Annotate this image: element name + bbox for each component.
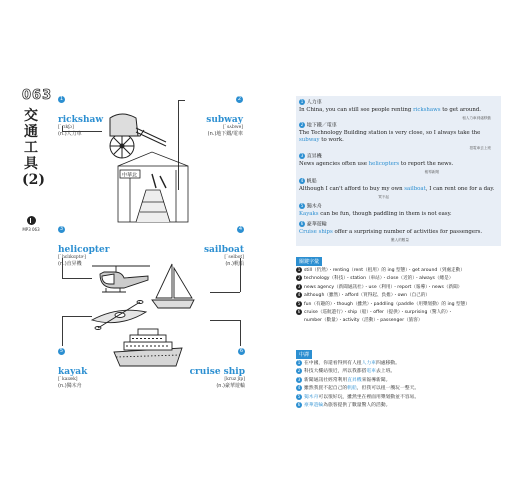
audio-track[interactable] (22, 216, 40, 232)
sentence-note: 租人力車到處移動 (462, 116, 491, 120)
translation-item (296, 377, 501, 385)
translation-text: 雖然我買不起自己的 (304, 386, 348, 392)
word-ipa: [ˋrɪkʃɔ] (58, 125, 74, 130)
word-number: 1 (59, 96, 64, 102)
translation-item (296, 402, 501, 410)
word-number: 5 (59, 348, 64, 354)
vocab-number: 5 (297, 300, 301, 306)
translation-text: 可以很好玩，雖然坐在裡面用槳划動並不容易。 (318, 394, 420, 400)
word-cruise-ship (183, 348, 245, 389)
translation-text: 新聞通訊社經常利用 (304, 377, 348, 383)
sentence-chinese-label: 直昇機 (306, 153, 322, 160)
word-number: 3 (59, 226, 64, 232)
word-sailboat (192, 226, 244, 267)
vocab-section-tag: 關鍵字彙 (296, 257, 322, 266)
word-chinese: (n.)地下鐵/電車 (207, 131, 243, 137)
connector-line (210, 292, 240, 293)
translation-keyword: 電車 (366, 369, 376, 375)
sentence-keyword: sailboat (404, 185, 426, 192)
word-subway (183, 96, 243, 137)
lesson-number: 063 (22, 88, 53, 103)
translation-number: 1 (297, 360, 301, 365)
sentence-chinese-label: 獨木舟 (306, 203, 322, 210)
sentence-number: 1 (300, 99, 304, 104)
word-chinese: (n.)直昇機 (58, 261, 82, 267)
vocab-text: still（仍然）・renting（rent（租用）的 ing 型態）・get around（到處走動） (304, 268, 465, 273)
sentence-number: 5 (300, 203, 304, 208)
vocab-text: number（數量）・activity（活動）・passenger（旅客） (304, 318, 423, 324)
sentence-text: , I can rent one for a day. (425, 185, 495, 192)
word-english: helicopter (58, 245, 110, 255)
translation-keyword: 帆船 (347, 386, 357, 392)
connector-line (240, 258, 241, 292)
helicopter-illustration (90, 262, 152, 296)
vocab-item (296, 275, 501, 283)
sentence-chinese-label: 人力車 (306, 99, 322, 106)
translation-text: ，但我可以租一艘玩一整天。 (356, 386, 420, 392)
word-ipa: [ˋselbot] (224, 255, 244, 260)
translation-number: 3 (297, 376, 301, 382)
connector-line (62, 316, 63, 346)
translation-number: 5 (297, 393, 301, 399)
subway-illustration (116, 150, 190, 224)
translation-text: 科技大樓站很近，所以我都搭 (304, 369, 367, 375)
translation-text: 來報導新聞。 (361, 377, 391, 383)
sentence-number: 3 (300, 153, 304, 158)
sentence-text: offer a surprising number of activities for passengers. (332, 228, 483, 235)
word-number: 2 (237, 96, 242, 102)
sentence-note: 報導新聞 (424, 170, 439, 174)
sentence-note: 驚人的數量 (391, 238, 409, 242)
word-ipa: [ˋkaɪæk] (58, 377, 78, 382)
sentence-note: 買不起 (378, 195, 389, 199)
translation-text: 在中國，你還看得到有人租 (304, 361, 362, 366)
word-ipa: [kruz ʃɪp] (224, 377, 245, 382)
example-sentence (299, 153, 499, 174)
sentence-text: to report the news. (399, 160, 454, 167)
connector-line (62, 316, 92, 317)
vocab-number: 3 (297, 283, 301, 289)
word-chinese: (n.)獨木舟 (58, 383, 82, 389)
sentence-keyword: subway (299, 136, 320, 143)
connector-line (178, 100, 185, 101)
vocab-item (296, 284, 501, 292)
connector-line (62, 131, 102, 132)
sentence-text: to work. (319, 136, 344, 143)
word-ipa: [ˋsʌbwe] (222, 125, 243, 130)
example-sentence (299, 178, 499, 199)
sentence-chinese-label: 帆船 (306, 178, 317, 185)
word-number: 4 (238, 226, 243, 232)
translation-section-tag: 中譯 (296, 350, 312, 359)
word-english: sailboat (203, 245, 244, 255)
word-english: kayak (58, 367, 88, 377)
vocab-item (296, 301, 501, 309)
sentence-number: 4 (300, 178, 304, 183)
vocab-item (296, 292, 501, 300)
vocab-number: 2 (297, 275, 301, 281)
sentence-text: The Technology Building station is very close, so I always take the (299, 129, 481, 136)
word-helicopter (58, 226, 118, 267)
translation-text: 去上班。 (375, 369, 396, 375)
translation-item (296, 394, 501, 402)
vocab-text: fun（有趣的）・though（雖然）・paddling（paddle（用槳划動）的 ing 型態） (304, 301, 470, 307)
sentence-chinese-label: 豪華遊輪 (306, 221, 327, 228)
vocab-item (296, 317, 501, 325)
vocab-text: cruise（巡航遊行）・ship（船）・offer（提供）・surprising（驚人的）・ (304, 310, 453, 316)
station-sign: 中華北 (122, 172, 138, 179)
translation-item (296, 385, 501, 393)
vocab-text: news agency（新聞通訊社）・use（利用）・report（報導）・news（新聞） (304, 284, 463, 290)
sentence-number: 6 (300, 221, 304, 226)
word-ipa: [ˋhɛlɪkɑptɚ] (58, 255, 86, 260)
audio-icon[interactable] (27, 216, 36, 225)
connector-line (62, 278, 92, 279)
sentence-keyword: rickshaws (413, 106, 441, 113)
sentence-number: 2 (300, 122, 304, 127)
connector-line (240, 320, 241, 346)
word-kayak (58, 348, 108, 389)
translation-text: 為旅客提供了數量驚人的活動。 (323, 403, 391, 409)
audio-label: MP3 063 (22, 227, 40, 232)
translation-keyword: 豪華遊輪 (304, 403, 324, 409)
example-sentence (299, 99, 499, 120)
word-chinese: (n.)人力車 (58, 131, 82, 137)
sentence-keyword: Cruise ships (299, 228, 333, 235)
word-number: 6 (239, 348, 244, 354)
sentence-keyword: helicopters (368, 160, 400, 167)
connector-line (62, 258, 63, 278)
sentence-text: News agencies often use (299, 160, 369, 167)
translation-item (296, 368, 501, 376)
translation-number: 2 (297, 368, 301, 374)
vocab-item (296, 267, 501, 275)
vocab-text: although（雖然）・afford（買得起、負擔）・own（自己的） (304, 293, 431, 299)
vocab-number: 1 (297, 267, 301, 272)
sentence-chinese-label: 地下鐵／電車 (306, 122, 337, 129)
word-chinese: (n.)豪華遊輪 (216, 383, 245, 389)
word-chinese: (n.)帆船 (225, 261, 244, 267)
word-english: rickshaw (58, 115, 104, 125)
word-english: cruise ship (189, 367, 245, 377)
sentence-text: to get around. (440, 106, 481, 113)
word-english: subway (206, 115, 243, 125)
translation-keyword: 人力車 (361, 361, 376, 366)
sentence-note: 搭電車去上班 (469, 146, 491, 150)
vocab-number: 4 (297, 292, 301, 298)
sentence-text: Although I can't afford to buy my own (299, 185, 405, 192)
vocab-number: 6 (297, 309, 301, 315)
translation-keyword: 獨木舟 (304, 394, 319, 400)
translation-number: 6 (297, 402, 301, 408)
translation-number: 4 (297, 385, 301, 391)
sailboat-illustration (150, 262, 196, 310)
vocab-text: technology（科技）・station（車站）・close（近的）・always（總是） (304, 276, 454, 282)
example-sentence (299, 203, 499, 218)
example-sentences-panel (296, 96, 501, 246)
connector-line (210, 320, 240, 321)
sentence-keyword: Kayaks (299, 210, 319, 217)
example-sentence (299, 122, 499, 150)
translation-item (296, 360, 501, 368)
translation-list (296, 360, 501, 410)
translation-keyword: 直昇機 (347, 377, 362, 383)
sentence-text: can be fun, though paddling in them is not easy. (318, 210, 452, 217)
example-sentence (299, 221, 499, 242)
cruise-ship-illustration (112, 326, 184, 370)
sentence-text: In China, you can still see people renting (299, 106, 414, 113)
translation-text: 四處移動。 (375, 361, 400, 366)
vocab-item (296, 309, 501, 317)
vocab-list (296, 267, 501, 326)
lesson-title: 交通工具(2) (22, 108, 45, 188)
